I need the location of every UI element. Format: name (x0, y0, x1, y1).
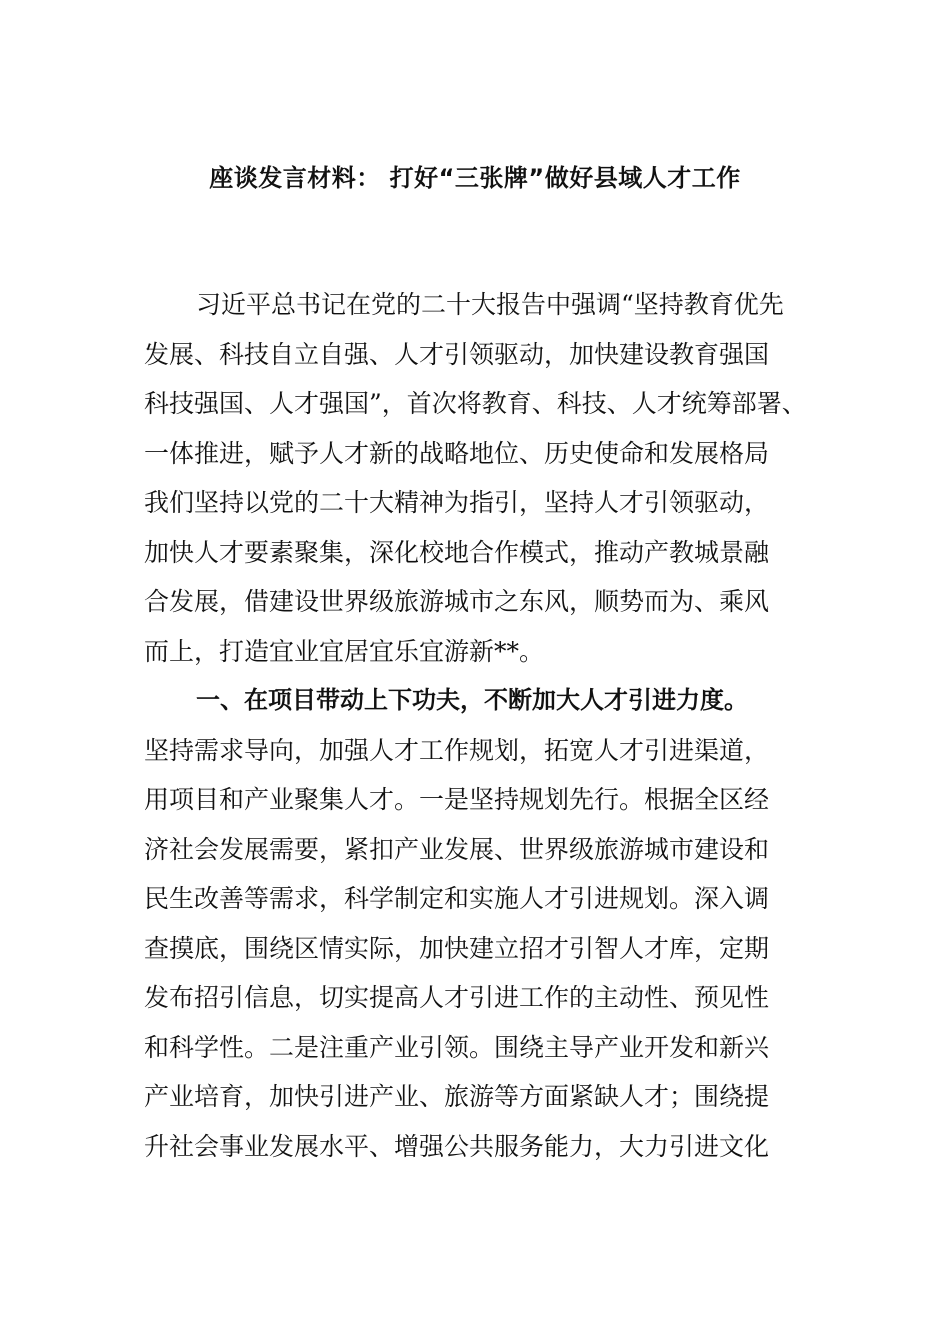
section-1-line-1: 坚持需求导向，加强人才工作规划，拓宽人才引进渠道， (144, 735, 770, 765)
document-body (144, 280, 824, 1171)
paragraph-1-line-6: 加快人才要素聚集，深化校地合作模式，推动产教城景融 (144, 537, 770, 567)
section-1-line-6: 发布招引信息，切实提高人才引进工作的主动性、预见性 (144, 983, 770, 1012)
paragraph-1-line-7: 合发展，借建设世界级旅游城市之东风，顺势而为、乘风 (144, 587, 770, 616)
section-1-line-7: 和科学性。二是注重产业引领。围绕主导产业开发和新兴 (144, 1032, 770, 1062)
paragraph-1-line-2: 发展、科技自立自强、人才引领驱动，加快建设教育强国 (144, 339, 770, 369)
section-1-heading: 一、在项目带动上下功夫，不断加大人才引进力度。 (196, 686, 748, 714)
section-1-line-8: 产业培育，加快引进产业、旅游等方面紧缺人才；围绕提 (144, 1082, 770, 1111)
paragraph-1-line-1: 习近平总书记在党的二十大报告中强调“坚持教育优先 (196, 290, 784, 319)
section-1-line-2: 用项目和产业聚集人才。一是坚持规划先行。根据全区经 (144, 785, 770, 814)
section-1-line-9: 升社会事业发展水平、增强公共服务能力，大力引进文化 (144, 1131, 770, 1161)
section-1-line-4: 民生改善等需求，科学制定和实施人才引进规划。深入调 (144, 884, 770, 913)
paragraph-1-line-3: 科技强国、人才强国”，首次将教育、科技、人才统筹部署、 (144, 389, 807, 418)
section-1-line-3: 济社会发展需要，紧扣产业发展、世界级旅游城市建设和 (144, 834, 770, 864)
paragraph-1-line-8: 而上，打造宜业宜居宜乐宜游新**。 (144, 636, 545, 666)
paragraph-1-line-5: 我们坚持以党的二十大精神为指引，坚持人才引领驱动， (144, 488, 770, 517)
paragraph-1-line-4: 一体推进，赋予人才新的战略地位、历史使命和发展格局 (144, 438, 770, 468)
section-1-line-5: 查摸底，围绕区情实际，加快建立招才引智人才库，定期 (144, 933, 770, 963)
document-title: 座谈发言材料： 打好“三张牌”做好县域人才工作 (209, 164, 741, 192)
